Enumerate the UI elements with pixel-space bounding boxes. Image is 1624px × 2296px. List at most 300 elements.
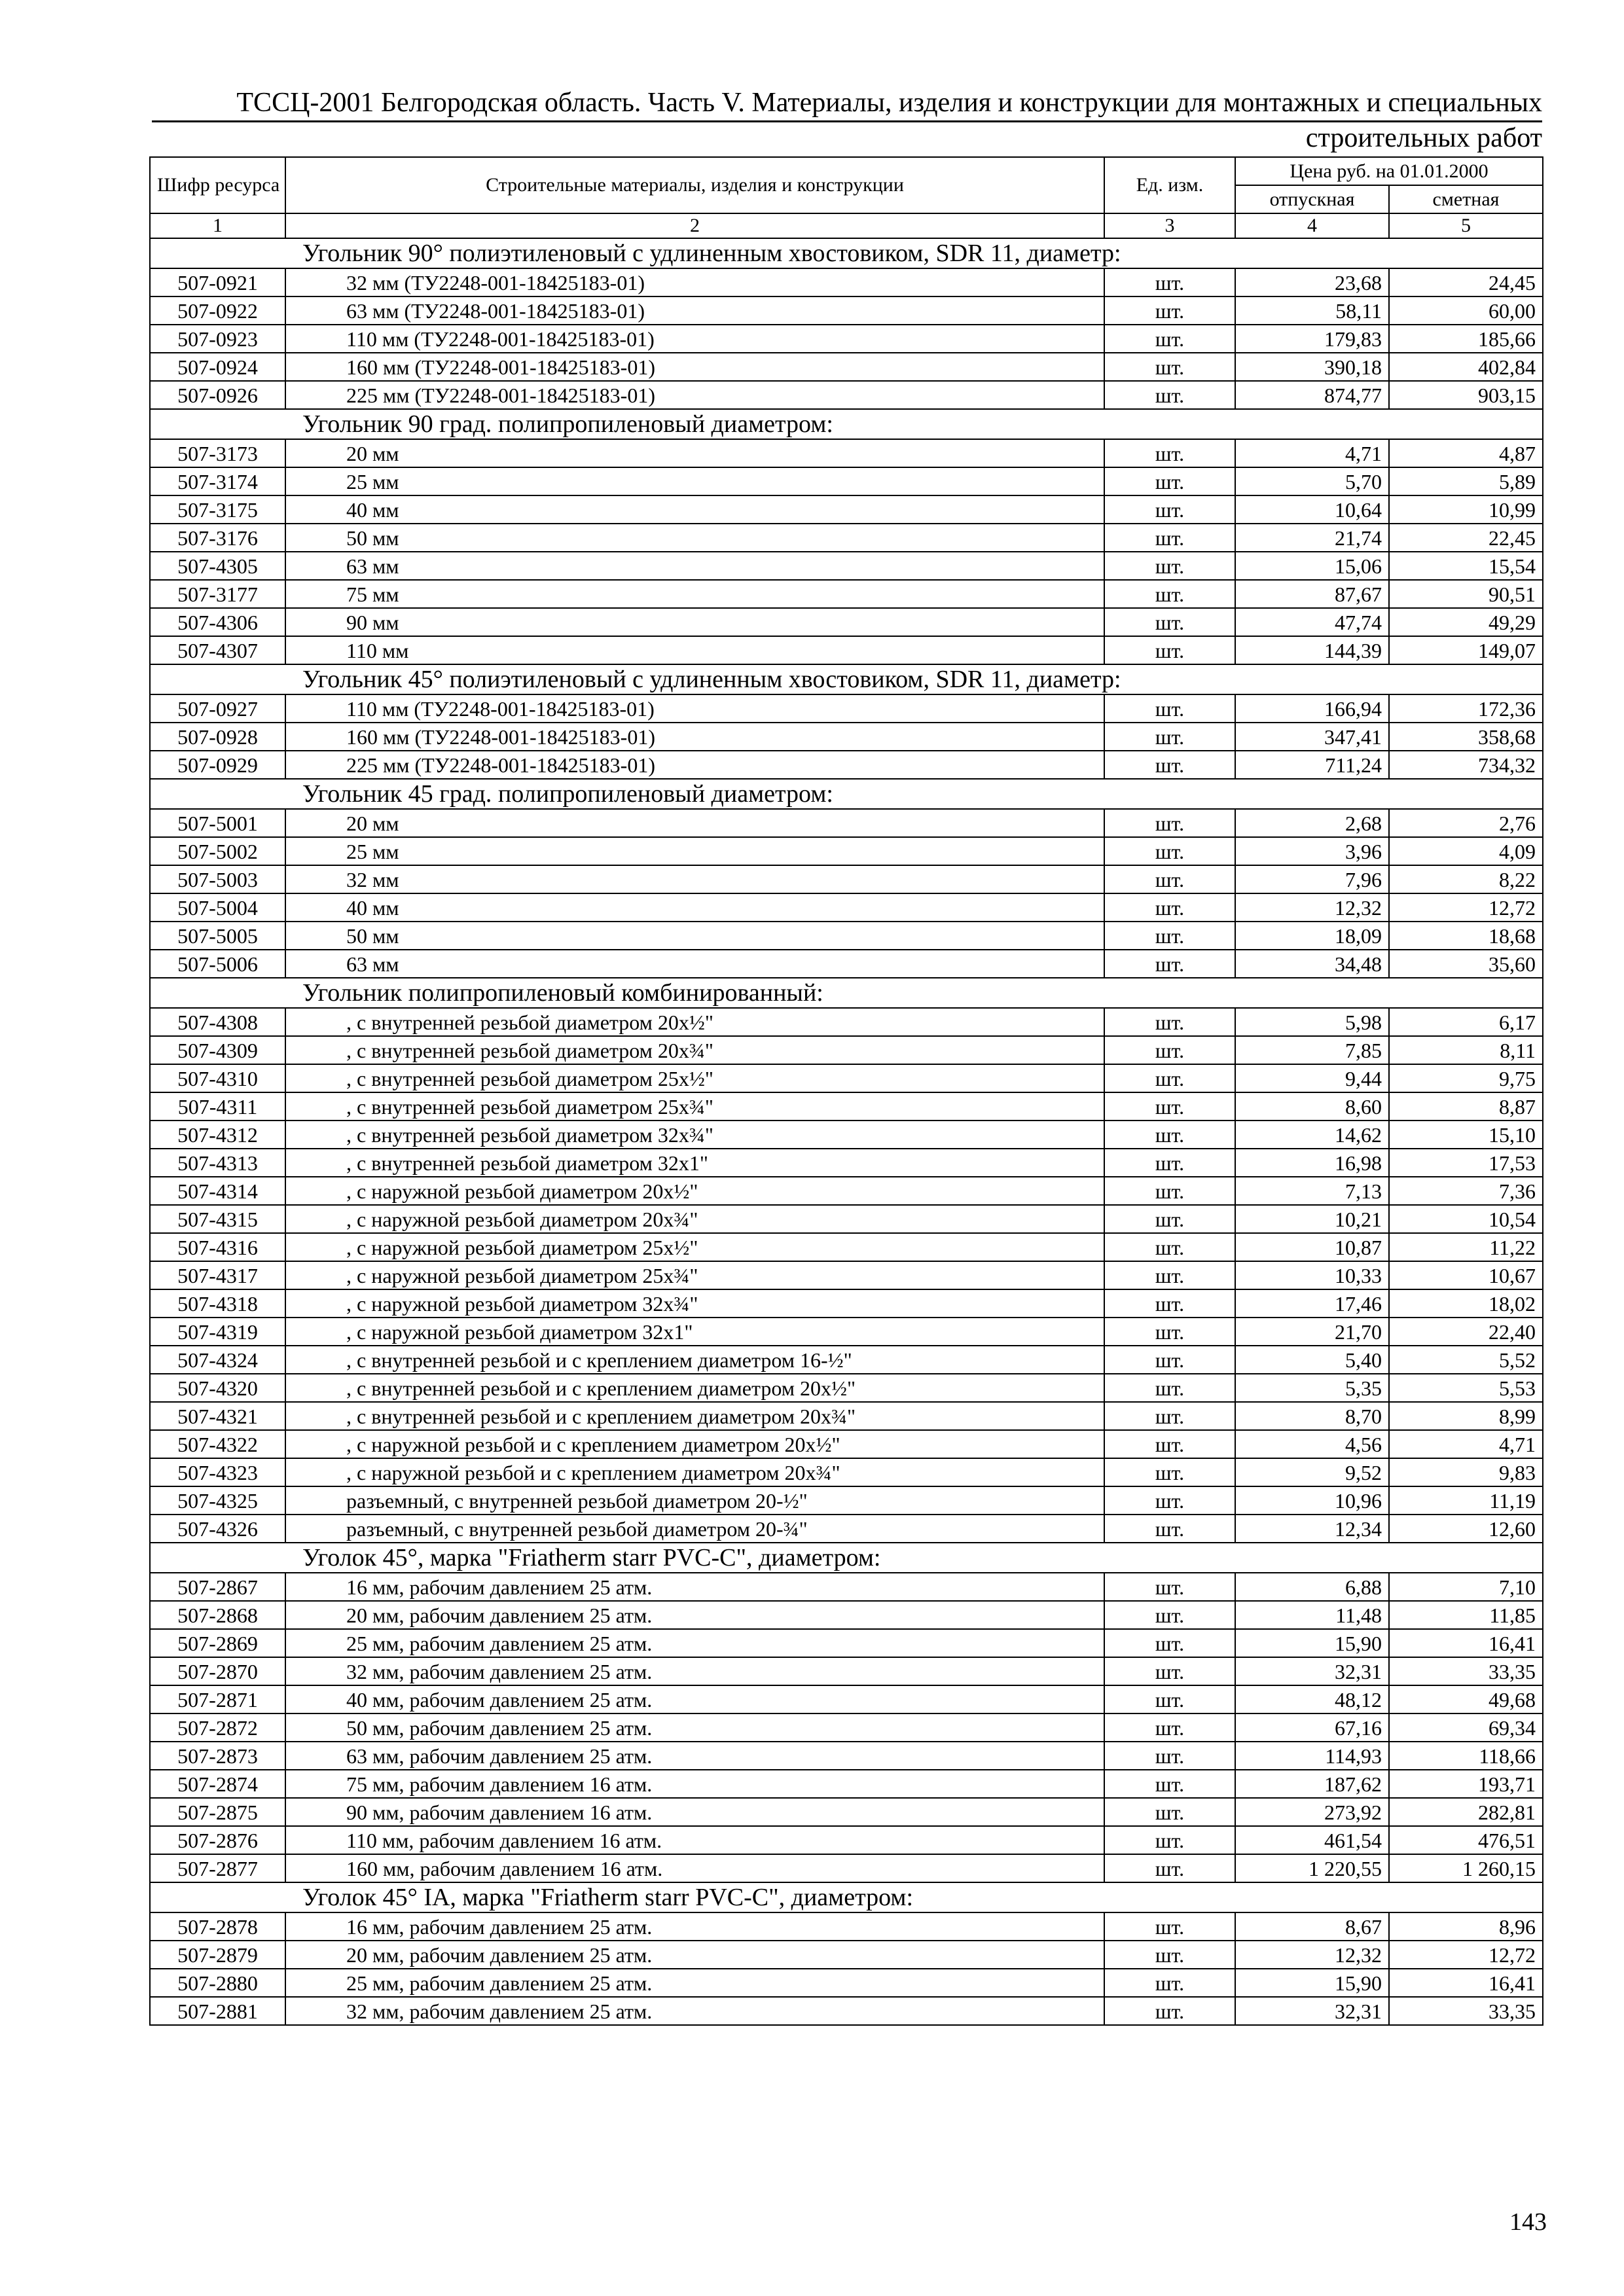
item-release-price: 187,62 xyxy=(1235,1770,1389,1798)
table-row xyxy=(150,922,1543,950)
item-code: 507-2867 xyxy=(150,1573,285,1601)
item-code: 507-4309 xyxy=(150,1036,285,1064)
item-unit: шт. xyxy=(1104,353,1235,381)
item-code: 507-4319 xyxy=(150,1318,285,1346)
item-code: 507-4306 xyxy=(150,608,285,636)
item-release-price: 12,32 xyxy=(1235,1941,1389,1969)
item-unit: шт. xyxy=(1104,1289,1235,1318)
item-name: разъемный, с внутренней резьбой диаметром 20-½" xyxy=(285,1486,1104,1515)
item-code: 507-4320 xyxy=(150,1374,285,1402)
item-code: 507-5004 xyxy=(150,893,285,922)
item-name: , с внутренней резьбой диаметром 25х¾" xyxy=(285,1092,1104,1121)
table-row xyxy=(150,1515,1543,1543)
group-title-row xyxy=(150,779,1543,809)
item-code: 507-4317 xyxy=(150,1261,285,1289)
table-row xyxy=(150,1657,1543,1685)
item-name: 20 мм xyxy=(285,809,1104,837)
group-title-row xyxy=(150,238,1543,268)
item-name: 110 мм (ТУ2248-001-18425183-01) xyxy=(285,325,1104,353)
item-estimate-price: 172,36 xyxy=(1389,694,1543,723)
table-row xyxy=(150,893,1543,922)
item-estimate-price: 185,66 xyxy=(1389,325,1543,353)
item-release-price: 7,13 xyxy=(1235,1177,1389,1205)
item-release-price: 12,32 xyxy=(1235,893,1389,922)
item-release-price: 17,46 xyxy=(1235,1289,1389,1318)
item-unit: шт. xyxy=(1104,1912,1235,1941)
item-estimate-price: 60,00 xyxy=(1389,296,1543,325)
item-release-price: 32,31 xyxy=(1235,1657,1389,1685)
header-estimate-price: сметная xyxy=(1389,185,1543,213)
item-name: , с внутренней резьбой диаметром 32х¾" xyxy=(285,1121,1104,1149)
item-code: 507-0924 xyxy=(150,353,285,381)
item-code: 507-5006 xyxy=(150,950,285,978)
item-release-price: 347,41 xyxy=(1235,723,1389,751)
item-unit: шт. xyxy=(1104,723,1235,751)
item-code: 507-2868 xyxy=(150,1601,285,1629)
item-code: 507-4314 xyxy=(150,1177,285,1205)
item-estimate-price: 476,51 xyxy=(1389,1826,1543,1854)
item-unit: шт. xyxy=(1104,1149,1235,1177)
item-release-price: 179,83 xyxy=(1235,325,1389,353)
item-release-price: 5,70 xyxy=(1235,467,1389,495)
item-name: 32 мм xyxy=(285,865,1104,893)
table-row xyxy=(150,1912,1543,1941)
item-code: 507-2879 xyxy=(150,1941,285,1969)
item-code: 507-2877 xyxy=(150,1854,285,1882)
item-name: 25 мм xyxy=(285,837,1104,865)
item-name: 63 мм, рабочим давлением 25 атм. xyxy=(285,1742,1104,1770)
item-name: 63 мм xyxy=(285,950,1104,978)
item-release-price: 21,70 xyxy=(1235,1318,1389,1346)
table-row xyxy=(150,1233,1543,1261)
item-unit: шт. xyxy=(1104,1064,1235,1092)
item-name: 20 мм, рабочим давлением 25 атм. xyxy=(285,1601,1104,1629)
column-number: 4 xyxy=(1235,213,1389,238)
item-estimate-price: 5,52 xyxy=(1389,1346,1543,1374)
item-code: 507-4322 xyxy=(150,1430,285,1458)
item-unit: шт. xyxy=(1104,1233,1235,1261)
table-row xyxy=(150,580,1543,608)
item-unit: шт. xyxy=(1104,1713,1235,1742)
item-estimate-price: 24,45 xyxy=(1389,268,1543,296)
item-estimate-price: 1 260,15 xyxy=(1389,1854,1543,1882)
item-release-price: 21,74 xyxy=(1235,524,1389,552)
table-row xyxy=(150,1770,1543,1798)
item-name: 20 мм, рабочим давлением 25 атм. xyxy=(285,1941,1104,1969)
item-release-price: 32,31 xyxy=(1235,1997,1389,2025)
table-row xyxy=(150,1458,1543,1486)
table-row xyxy=(150,1092,1543,1121)
item-name: разъемный, с внутренней резьбой диаметром 20-¾" xyxy=(285,1515,1104,1543)
item-name: 63 мм (ТУ2248-001-18425183-01) xyxy=(285,296,1104,325)
item-release-price: 58,11 xyxy=(1235,296,1389,325)
table-row xyxy=(150,1826,1543,1854)
item-unit: шт. xyxy=(1104,1121,1235,1149)
header-code: Шифр ресурса xyxy=(150,157,285,213)
header-unit: Ед. изм. xyxy=(1104,157,1235,213)
table-row xyxy=(150,467,1543,495)
item-estimate-price: 16,41 xyxy=(1389,1629,1543,1657)
item-unit: шт. xyxy=(1104,1997,1235,2025)
item-name: 63 мм xyxy=(285,552,1104,580)
item-release-price: 48,12 xyxy=(1235,1685,1389,1713)
table-row xyxy=(150,1573,1543,1601)
item-name: 75 мм, рабочим давлением 16 атм. xyxy=(285,1770,1104,1798)
group-title: Угольник 45 град. полипропиленовый диаметром: xyxy=(150,779,1543,809)
item-estimate-price: 18,02 xyxy=(1389,1289,1543,1318)
table-row xyxy=(150,1205,1543,1233)
item-name: 110 мм (ТУ2248-001-18425183-01) xyxy=(285,694,1104,723)
item-code: 507-4307 xyxy=(150,636,285,664)
item-estimate-price: 12,72 xyxy=(1389,893,1543,922)
table-row xyxy=(150,723,1543,751)
item-code: 507-3175 xyxy=(150,495,285,524)
item-estimate-price: 11,19 xyxy=(1389,1486,1543,1515)
item-estimate-price: 35,60 xyxy=(1389,950,1543,978)
item-release-price: 461,54 xyxy=(1235,1826,1389,1854)
item-estimate-price: 22,45 xyxy=(1389,524,1543,552)
item-release-price: 7,96 xyxy=(1235,865,1389,893)
item-unit: шт. xyxy=(1104,495,1235,524)
item-unit: шт. xyxy=(1104,837,1235,865)
group-title-row xyxy=(150,664,1543,694)
item-code: 507-4305 xyxy=(150,552,285,580)
item-release-price: 5,40 xyxy=(1235,1346,1389,1374)
item-unit: шт. xyxy=(1104,1798,1235,1826)
table-row xyxy=(150,1318,1543,1346)
item-release-price: 4,56 xyxy=(1235,1430,1389,1458)
item-unit: шт. xyxy=(1104,1826,1235,1854)
item-code: 507-0926 xyxy=(150,381,285,409)
item-unit: шт. xyxy=(1104,1685,1235,1713)
group-title-row xyxy=(150,1882,1543,1912)
table-row xyxy=(150,1289,1543,1318)
item-name: , с внутренней резьбой и с креплением диаметром 20х½" xyxy=(285,1374,1104,1402)
item-name: 40 мм, рабочим давлением 25 атм. xyxy=(285,1685,1104,1713)
item-name: , с внутренней резьбой диаметром 20х½" xyxy=(285,1008,1104,1036)
item-release-price: 23,68 xyxy=(1235,268,1389,296)
page-header xyxy=(152,86,1542,154)
item-estimate-price: 12,60 xyxy=(1389,1515,1543,1543)
item-estimate-price: 11,85 xyxy=(1389,1601,1543,1629)
item-unit: шт. xyxy=(1104,1346,1235,1374)
item-estimate-price: 4,71 xyxy=(1389,1430,1543,1458)
item-unit: шт. xyxy=(1104,1770,1235,1798)
table-row xyxy=(150,325,1543,353)
item-name: 25 мм, рабочим давлением 25 атм. xyxy=(285,1969,1104,1997)
group-title: Уголок 45° IA, марка "Friatherm starr PVC-C", диаметром: xyxy=(150,1882,1543,1912)
item-estimate-price: 10,67 xyxy=(1389,1261,1543,1289)
item-unit: шт. xyxy=(1104,608,1235,636)
table-row xyxy=(150,1036,1543,1064)
item-code: 507-4312 xyxy=(150,1121,285,1149)
item-release-price: 874,77 xyxy=(1235,381,1389,409)
item-estimate-price: 5,53 xyxy=(1389,1374,1543,1402)
group-title-row xyxy=(150,978,1543,1008)
item-code: 507-4324 xyxy=(150,1346,285,1374)
price-table xyxy=(149,156,1543,2026)
item-estimate-price: 90,51 xyxy=(1389,580,1543,608)
item-release-price: 18,09 xyxy=(1235,922,1389,950)
item-name: 110 мм xyxy=(285,636,1104,664)
item-code: 507-3177 xyxy=(150,580,285,608)
item-estimate-price: 734,32 xyxy=(1389,751,1543,779)
item-code: 507-0922 xyxy=(150,296,285,325)
item-estimate-price: 8,11 xyxy=(1389,1036,1543,1064)
item-unit: шт. xyxy=(1104,950,1235,978)
item-release-price: 15,90 xyxy=(1235,1629,1389,1657)
item-estimate-price: 22,40 xyxy=(1389,1318,1543,1346)
group-title-row xyxy=(150,409,1543,439)
item-unit: шт. xyxy=(1104,268,1235,296)
item-estimate-price: 7,36 xyxy=(1389,1177,1543,1205)
item-release-price: 144,39 xyxy=(1235,636,1389,664)
item-name: 90 мм, рабочим давлением 16 атм. xyxy=(285,1798,1104,1826)
table-row xyxy=(150,809,1543,837)
item-name: , с наружной резьбой диаметром 25х½" xyxy=(285,1233,1104,1261)
item-code: 507-3176 xyxy=(150,524,285,552)
item-name: , с наружной резьбой диаметром 32х1" xyxy=(285,1318,1104,1346)
item-estimate-price: 33,35 xyxy=(1389,1657,1543,1685)
item-estimate-price: 11,22 xyxy=(1389,1233,1543,1261)
item-code: 507-0929 xyxy=(150,751,285,779)
item-release-price: 10,33 xyxy=(1235,1261,1389,1289)
item-release-price: 711,24 xyxy=(1235,751,1389,779)
item-release-price: 9,52 xyxy=(1235,1458,1389,1486)
item-unit: шт. xyxy=(1104,325,1235,353)
item-estimate-price: 4,09 xyxy=(1389,837,1543,865)
item-unit: шт. xyxy=(1104,893,1235,922)
item-name: , с внутренней резьбой диаметром 20х¾" xyxy=(285,1036,1104,1064)
item-name: 160 мм, рабочим давлением 16 атм. xyxy=(285,1854,1104,1882)
item-code: 507-4321 xyxy=(150,1402,285,1430)
item-estimate-price: 10,54 xyxy=(1389,1205,1543,1233)
item-estimate-price: 8,99 xyxy=(1389,1402,1543,1430)
item-unit: шт. xyxy=(1104,1205,1235,1233)
item-code: 507-4311 xyxy=(150,1092,285,1121)
item-name: 225 мм (ТУ2248-001-18425183-01) xyxy=(285,751,1104,779)
table-row xyxy=(150,439,1543,467)
column-number: 5 xyxy=(1389,213,1543,238)
item-code: 507-2880 xyxy=(150,1969,285,1997)
header-title-line1: ТССЦ-2001 Белгородская область. Часть V. Материалы, изделия и конструкции для монтажных и специальных xyxy=(236,88,1542,118)
item-release-price: 15,06 xyxy=(1235,552,1389,580)
item-code: 507-4326 xyxy=(150,1515,285,1543)
item-unit: шт. xyxy=(1104,1008,1235,1036)
table-row xyxy=(150,1064,1543,1092)
table-row xyxy=(150,1121,1543,1149)
item-unit: шт. xyxy=(1104,1318,1235,1346)
item-unit: шт. xyxy=(1104,524,1235,552)
header-row-top xyxy=(150,157,1543,185)
table-row xyxy=(150,296,1543,325)
item-estimate-price: 193,71 xyxy=(1389,1770,1543,1798)
item-estimate-price: 8,87 xyxy=(1389,1092,1543,1121)
item-name: 110 мм, рабочим давлением 16 атм. xyxy=(285,1826,1104,1854)
table-row xyxy=(150,1713,1543,1742)
table-row xyxy=(150,268,1543,296)
item-unit: шт. xyxy=(1104,1486,1235,1515)
item-estimate-price: 9,83 xyxy=(1389,1458,1543,1486)
item-unit: шт. xyxy=(1104,296,1235,325)
column-number: 1 xyxy=(150,213,285,238)
item-name: , с наружной резьбой диаметром 20х¾" xyxy=(285,1205,1104,1233)
item-unit: шт. xyxy=(1104,439,1235,467)
item-name: , с внутренней резьбой диаметром 25х½" xyxy=(285,1064,1104,1092)
item-estimate-price: 8,22 xyxy=(1389,865,1543,893)
table-row xyxy=(150,865,1543,893)
item-name: 25 мм, рабочим давлением 25 атм. xyxy=(285,1629,1104,1657)
item-code: 507-2871 xyxy=(150,1685,285,1713)
table-row xyxy=(150,1486,1543,1515)
item-release-price: 87,67 xyxy=(1235,580,1389,608)
table-row xyxy=(150,1402,1543,1430)
group-title: Уголок 45°, марка "Friatherm starr PVC-C", диаметром: xyxy=(150,1543,1543,1573)
item-unit: шт. xyxy=(1104,1601,1235,1629)
item-name: 75 мм xyxy=(285,580,1104,608)
item-name: 90 мм xyxy=(285,608,1104,636)
item-release-price: 2,68 xyxy=(1235,809,1389,837)
item-code: 507-2873 xyxy=(150,1742,285,1770)
item-name: , с внутренней резьбой и с креплением диаметром 20х¾" xyxy=(285,1402,1104,1430)
item-estimate-price: 118,66 xyxy=(1389,1742,1543,1770)
item-unit: шт. xyxy=(1104,1458,1235,1486)
item-unit: шт. xyxy=(1104,467,1235,495)
table-row xyxy=(150,353,1543,381)
table-row xyxy=(150,1346,1543,1374)
item-release-price: 3,96 xyxy=(1235,837,1389,865)
item-code: 507-4308 xyxy=(150,1008,285,1036)
header-release-price: отпускная xyxy=(1235,185,1389,213)
item-unit: шт. xyxy=(1104,1941,1235,1969)
item-release-price: 10,87 xyxy=(1235,1233,1389,1261)
item-unit: шт. xyxy=(1104,865,1235,893)
item-code: 507-2870 xyxy=(150,1657,285,1685)
item-name: 32 мм, рабочим давлением 25 атм. xyxy=(285,1997,1104,2025)
item-code: 507-0927 xyxy=(150,694,285,723)
item-code: 507-5002 xyxy=(150,837,285,865)
column-number: 3 xyxy=(1104,213,1235,238)
item-unit: шт. xyxy=(1104,1629,1235,1657)
group-title: Угольник полипропиленовый комбинированный: xyxy=(150,978,1543,1008)
item-code: 507-2881 xyxy=(150,1997,285,2025)
item-code: 507-3173 xyxy=(150,439,285,467)
item-name: , с наружной резьбой диаметром 20х½" xyxy=(285,1177,1104,1205)
item-code: 507-0921 xyxy=(150,268,285,296)
item-estimate-price: 17,53 xyxy=(1389,1149,1543,1177)
item-name: 160 мм (ТУ2248-001-18425183-01) xyxy=(285,353,1104,381)
item-unit: шт. xyxy=(1104,1742,1235,1770)
table-row xyxy=(150,950,1543,978)
item-release-price: 10,21 xyxy=(1235,1205,1389,1233)
item-estimate-price: 402,84 xyxy=(1389,353,1543,381)
header-price: Цена руб. на 01.01.2000 xyxy=(1235,157,1543,185)
item-unit: шт. xyxy=(1104,381,1235,409)
table-row xyxy=(150,381,1543,409)
item-release-price: 4,71 xyxy=(1235,439,1389,467)
column-number-row xyxy=(150,213,1543,238)
item-unit: шт. xyxy=(1104,580,1235,608)
table-row xyxy=(150,636,1543,664)
item-estimate-price: 49,68 xyxy=(1389,1685,1543,1713)
item-name: 50 мм xyxy=(285,922,1104,950)
table-row xyxy=(150,552,1543,580)
item-code: 507-2872 xyxy=(150,1713,285,1742)
item-code: 507-5003 xyxy=(150,865,285,893)
item-estimate-price: 15,54 xyxy=(1389,552,1543,580)
item-name: 225 мм (ТУ2248-001-18425183-01) xyxy=(285,381,1104,409)
table-row xyxy=(150,1969,1543,1997)
item-code: 507-3174 xyxy=(150,467,285,495)
item-code: 507-4325 xyxy=(150,1486,285,1515)
item-unit: шт. xyxy=(1104,1854,1235,1882)
item-release-price: 10,64 xyxy=(1235,495,1389,524)
page-number: 143 xyxy=(1509,2208,1547,2236)
item-name: , с наружной резьбой диаметром 25х¾" xyxy=(285,1261,1104,1289)
item-name: 160 мм (ТУ2248-001-18425183-01) xyxy=(285,723,1104,751)
item-estimate-price: 4,87 xyxy=(1389,439,1543,467)
item-estimate-price: 149,07 xyxy=(1389,636,1543,664)
item-code: 507-4318 xyxy=(150,1289,285,1318)
table-row xyxy=(150,1997,1543,2025)
item-release-price: 166,94 xyxy=(1235,694,1389,723)
item-estimate-price: 903,15 xyxy=(1389,381,1543,409)
item-unit: шт. xyxy=(1104,1969,1235,1997)
item-unit: шт. xyxy=(1104,694,1235,723)
item-name: 50 мм xyxy=(285,524,1104,552)
item-name: 16 мм, рабочим давлением 25 атм. xyxy=(285,1912,1104,1941)
item-release-price: 5,98 xyxy=(1235,1008,1389,1036)
item-name: , с внутренней резьбой диаметром 32х1" xyxy=(285,1149,1104,1177)
item-release-price: 1 220,55 xyxy=(1235,1854,1389,1882)
item-unit: шт. xyxy=(1104,1177,1235,1205)
item-estimate-price: 8,96 xyxy=(1389,1912,1543,1941)
item-estimate-price: 282,81 xyxy=(1389,1798,1543,1826)
table-row xyxy=(150,1261,1543,1289)
table-row xyxy=(150,694,1543,723)
item-name: 20 мм xyxy=(285,439,1104,467)
item-name: , с наружной резьбой и с креплением диаметром 20х¾" xyxy=(285,1458,1104,1486)
column-number: 2 xyxy=(285,213,1104,238)
table-row xyxy=(150,495,1543,524)
table-row xyxy=(150,1374,1543,1402)
item-code: 507-5001 xyxy=(150,809,285,837)
item-release-price: 114,93 xyxy=(1235,1742,1389,1770)
item-code: 507-2875 xyxy=(150,1798,285,1826)
item-unit: шт. xyxy=(1104,1092,1235,1121)
item-code: 507-2878 xyxy=(150,1912,285,1941)
item-unit: шт. xyxy=(1104,1036,1235,1064)
item-unit: шт. xyxy=(1104,1402,1235,1430)
item-unit: шт. xyxy=(1104,1657,1235,1685)
item-unit: шт. xyxy=(1104,1261,1235,1289)
item-code: 507-2874 xyxy=(150,1770,285,1798)
item-release-price: 11,48 xyxy=(1235,1601,1389,1629)
header-name: Строительные материалы, изделия и конструкции xyxy=(285,157,1104,213)
item-estimate-price: 10,99 xyxy=(1389,495,1543,524)
table-row xyxy=(150,1629,1543,1657)
item-unit: шт. xyxy=(1104,636,1235,664)
item-release-price: 14,62 xyxy=(1235,1121,1389,1149)
item-release-price: 16,98 xyxy=(1235,1149,1389,1177)
group-title: Угольник 90° полиэтиленовый с удлиненным хвостовиком, SDR 11, диаметр: xyxy=(150,238,1543,268)
item-release-price: 34,48 xyxy=(1235,950,1389,978)
item-estimate-price: 5,89 xyxy=(1389,467,1543,495)
table-row xyxy=(150,1854,1543,1882)
item-code: 507-4316 xyxy=(150,1233,285,1261)
item-code: 507-4315 xyxy=(150,1205,285,1233)
item-name: , с наружной резьбой диаметром 32х¾" xyxy=(285,1289,1104,1318)
